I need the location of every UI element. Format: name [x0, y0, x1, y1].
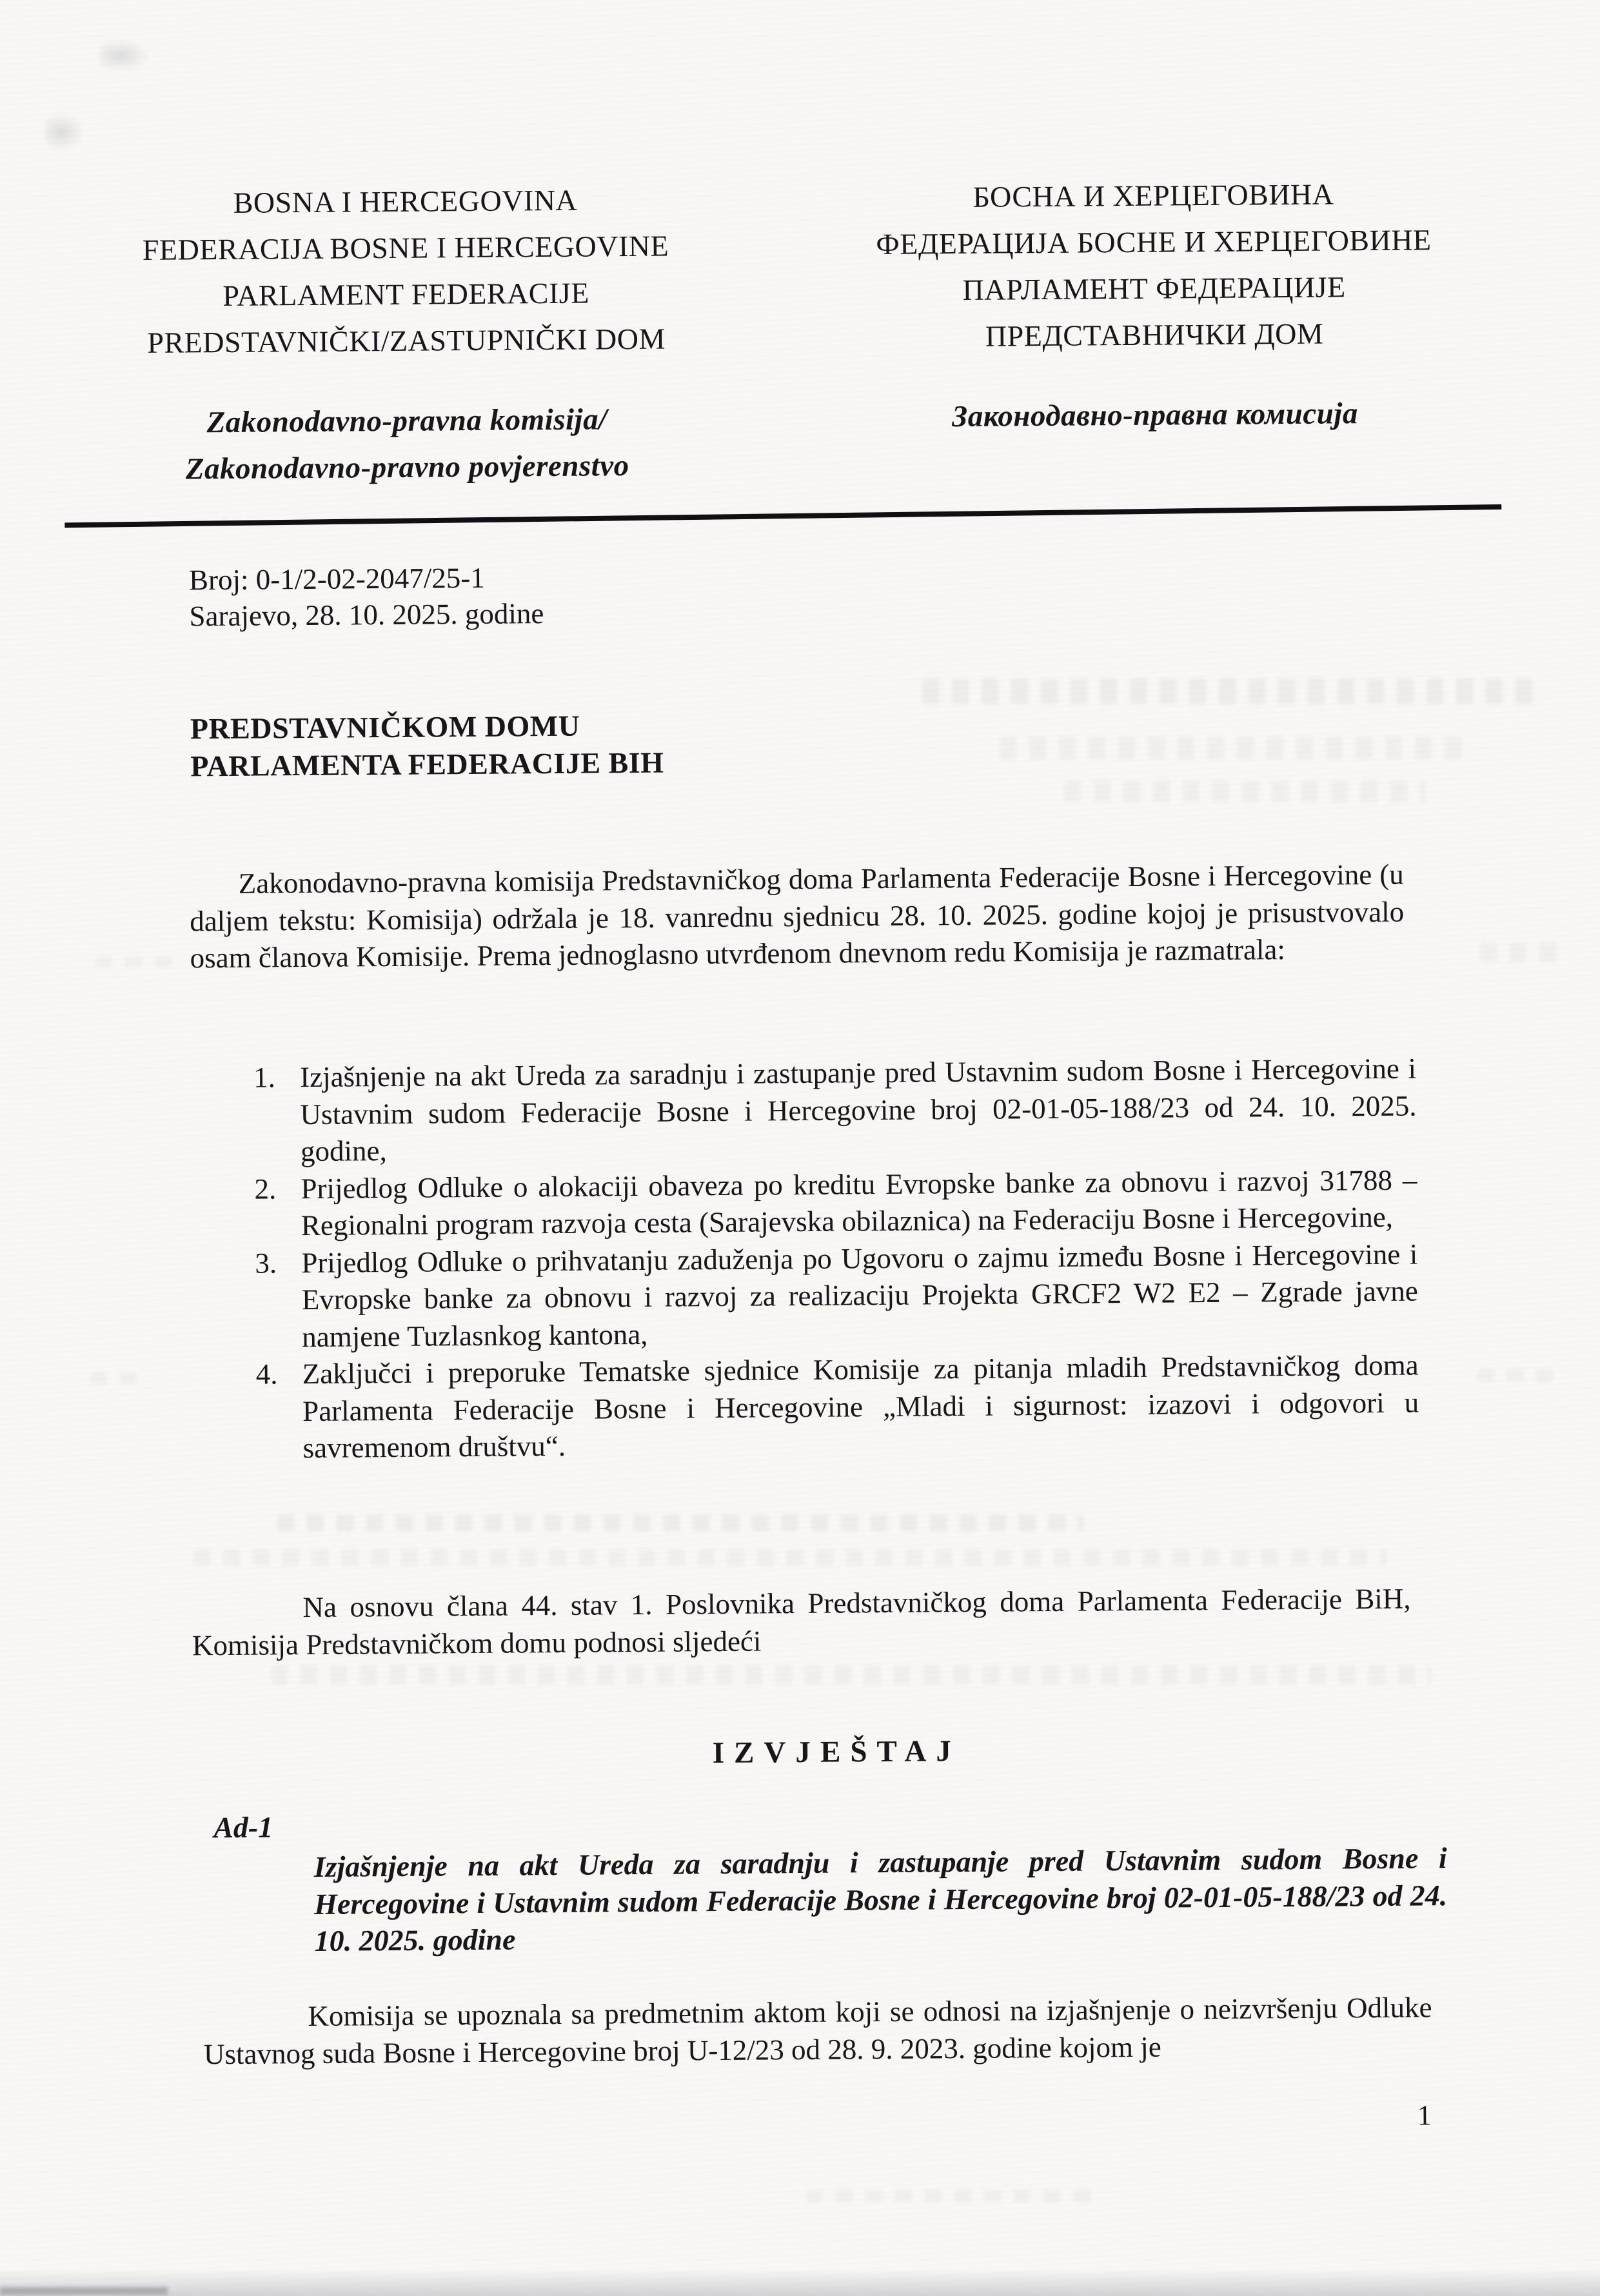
committee-line: Законодавно-правна комисија — [952, 397, 1359, 434]
agenda-item-number: 1. — [253, 1061, 276, 1094]
agenda-item — [253, 1050, 1417, 1171]
page-number: 1 — [1417, 2099, 1432, 2132]
agenda-item-number: 2. — [254, 1172, 277, 1205]
addressee-line: PREDSTAVNIČKOM DOMU — [190, 709, 580, 746]
letterhead-line: FEDERACIJA BOSNE I HERCEGOVINE — [142, 229, 669, 266]
letterhead-right — [831, 170, 1477, 441]
agenda-item — [255, 1236, 1418, 1356]
letterhead-line: БОСНА И ХЕРЦЕГОВИНА — [973, 177, 1334, 213]
letterhead-left — [79, 176, 733, 493]
agenda-item-number: 4. — [255, 1358, 278, 1390]
ad1-paragraph: Komisija se upoznala sa predmetnim aktom koji se odnosi na izjašnjenje o neizvršenju Odluke Ustavnog suda Bosne i Hercegovine broj U-12/23 od 28. 9. 2023. godine kojom je — [203, 1991, 1432, 2070]
report-title: IZVJEŠTAJ — [712, 1734, 962, 1770]
letterhead-line: PREDSTAVNIČKI/ZASTUPNIČKI DOM — [147, 322, 666, 359]
reference-block — [189, 559, 544, 634]
agenda-item-text: Izjašnjenje na akt Ureda za saradnju i zastupanje pred Ustavnim sudom Bosne i Hercegovine i Ustavnim sudom Federacije Bosne i Hercegovine broj 02-01-05-188/23 od 24. 10. 2025. godine, — [299, 1052, 1417, 1168]
committee-name-cyrillic — [833, 390, 1478, 441]
letterhead-line: BOSNA I HERCEGOVINA — [233, 183, 578, 219]
agenda-item-text: Prijedlog Odluke o alokaciji obaveza po kreditu Evropske banke za obnovu i razvoj 31788 – Regionalni program razvoja cesta (Sarajevska obilaznica) na Federaciju Bosne i Hercegovine, — [301, 1163, 1417, 1242]
agenda-item — [254, 1162, 1417, 1245]
agenda-item-text: Zaključci i preporuke Tematske sjednice Komisije za pitanja mladih Predstavničkog doma Parlamenta Federacije Bosne i Hercegovine „Mladi i sigurnost: izazovi i odgovori u savremenom društvu“. — [302, 1349, 1419, 1465]
reference-date: Sarajevo, 28. 10. 2025. godine — [189, 597, 544, 633]
ad1-label: Ad-1 — [213, 1810, 273, 1845]
committee-line: Zakonodavno-pravna komisija/ — [206, 402, 607, 440]
letterhead-line: ПАРЛАМЕНТ ФЕДЕРАЦИЈЕ — [962, 270, 1346, 306]
letterhead-line: ПРЕДСТАВНИЧКИ ДОМ — [985, 317, 1324, 353]
committee-name-latin — [81, 395, 733, 493]
intro-paragraph: Zakonodavno-pravna komisija Predstavničkog doma Parlamenta Federacije Bosne i Hercegovine (u daljem tekstu: Komisija) održala je 18. vanrednu sjednicu 28. 10. 2025. godine kojoj je prisustvovalo osam članova Komisije. Prema jednoglasno utvrđenom dnevnom redu Komisija je razmatrala: — [190, 858, 1405, 975]
agenda-item-number: 3. — [255, 1246, 277, 1280]
addressee-block — [190, 707, 664, 786]
letterhead-line: ФЕДЕРАЦИЈА БОСНЕ И ХЕРЦЕГОВИНЕ — [876, 223, 1432, 261]
header-divider-line — [64, 504, 1501, 528]
reference-number: Broj: 0-1/2-02-2047/25-1 — [188, 561, 485, 597]
agenda-item — [256, 1347, 1419, 1467]
committee-line: Zakonodavno-pravno povjerenstvo — [185, 449, 629, 486]
agenda-list — [253, 1050, 1419, 1467]
addressee-line: PARLAMENTA FEDERACIJE BIH — [190, 746, 664, 783]
basis-paragraph: Na osnovu člana 44. stav 1. Poslovnika Predstavničkog doma Parlamenta Federacije BiH, Komisija Predstavničkom domu podnosi sljedeći — [192, 1582, 1411, 1661]
ad1-heading: Izjašnjenje na akt Ureda za saradnju i zastupanje pred Ustavnim sudom Bosne i Hercegovine i Ustavnim sudom Federacije Bosne i Hercegovine broj 02-01-05-188/23 od 24. 10. 2025. godine — [313, 1841, 1448, 1957]
letterhead-line: PARLAMENT FEDERACIJE — [222, 276, 590, 312]
agenda-item-text: Prijedlog Odluke o prihvatanju zaduženja po Ugovoru o zajmu između Bosne i Hercegovine i Evropske banke za obnovu i razvoj za realizaciju Projekta GRCF2 W2 E2 – Zgrade javne namjene Tuzlasnkog kantona, — [301, 1237, 1418, 1353]
